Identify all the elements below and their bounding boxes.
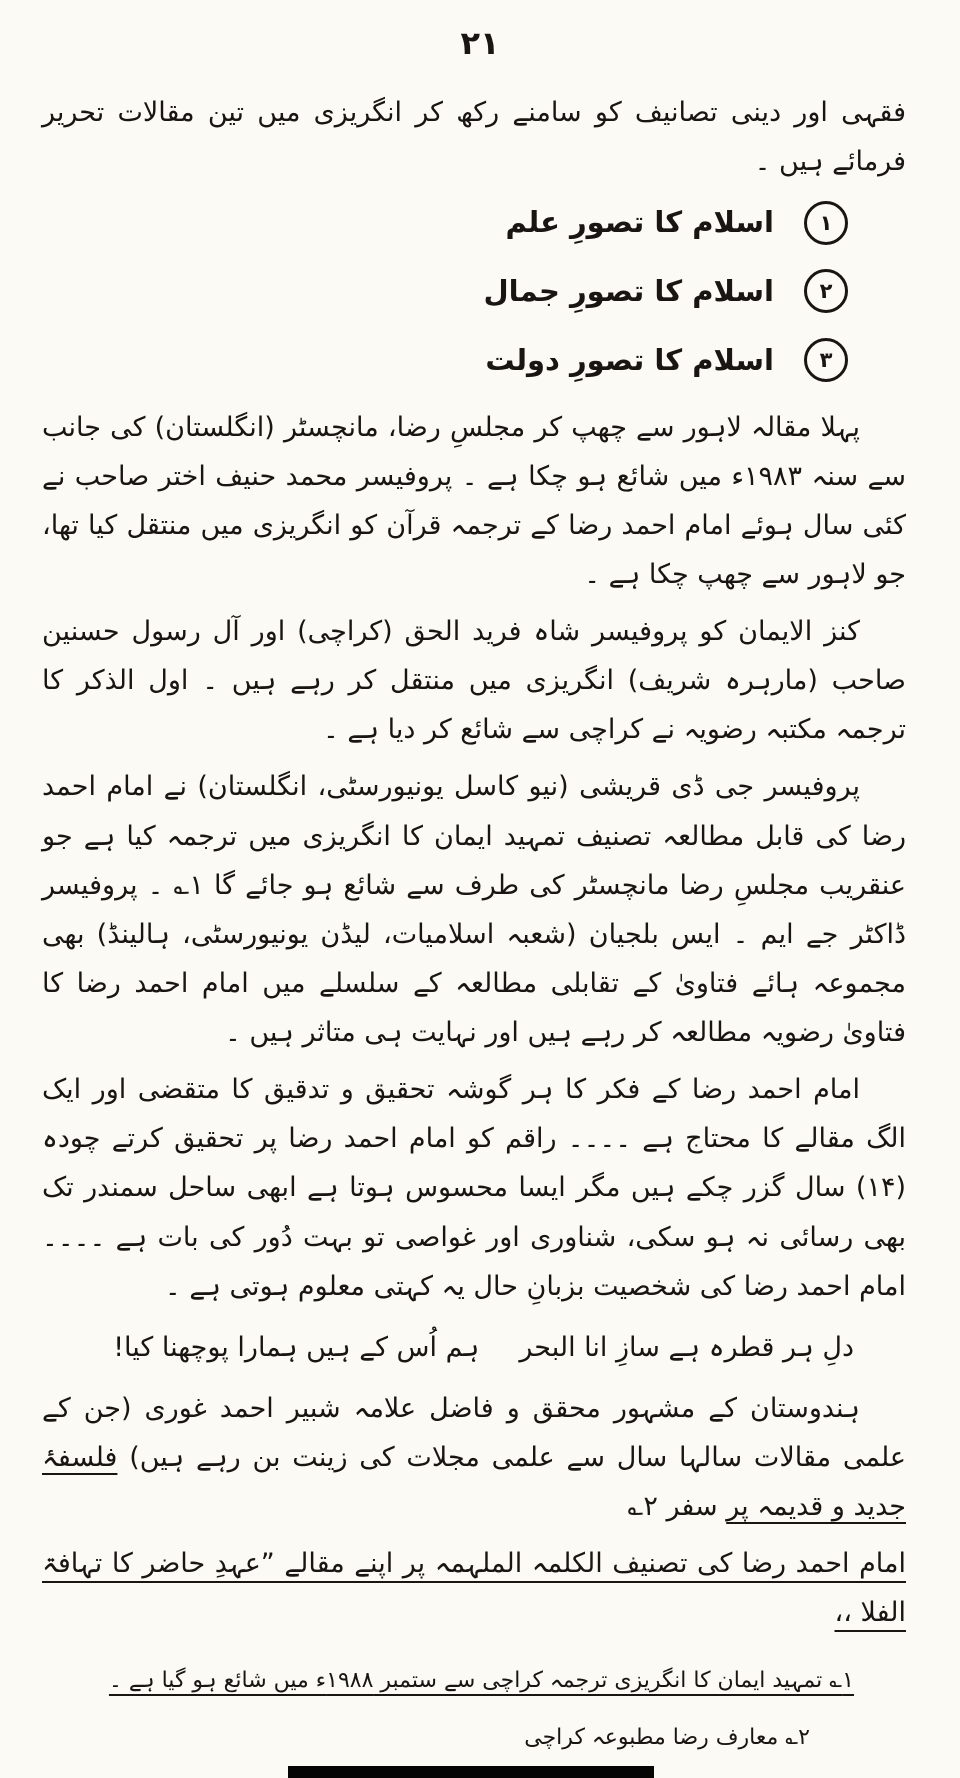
text-segment: ہندوستان کے مشہور محقق و فاضل علامہ شبیر احمد غوری (جن کے علمی مقالات سالہا سال سے علمی مجلات کی زینت بن رہے ہیں) — [42, 1392, 906, 1474]
list-item-label: اسلام کا تصورِ دولت — [485, 342, 774, 377]
page-number: ۲۱ — [460, 24, 500, 62]
list-number-circle: ۳ — [804, 338, 848, 382]
paragraph-ghauri-continued: امام احمد رضا کی تصنیف الکلمہ الملہمہ پر اپنے مقالے ”عہدِ حاضر کا تہافۃ الفلا ،، — [42, 1548, 906, 1629]
paragraph-research-reflection: امام احمد رضا کے فکر کا ہر گوشہ تحقیق و تدقیق کا متقضی اور ایک الگ مقالے کا محتاج ہے ۔۔۔۔ راقم کو امام احمد رضا پر تحقیق کرتے چودہ (۱۴) سال گزر چکے ہیں مگر ایسا محسوس ہوتا ہے ابھی ساحل سمندر تک بھی رسائی نہ ہو سکی، شناوری اور غواصی تو بہت دُور کی بات ہے ۔۔۔۔ امام احمد رضا کی شخصیت بزبانِ حال یہ کہتی معلوم ہوتی ہے ۔ — [42, 1074, 906, 1302]
list-item — [42, 196, 848, 249]
paragraph-first-article-publication: پہلا مقالہ لاہور سے چھپ کر مجلسِ رضا، مانچسٹر (انگلستان) کی جانب سے سنہ ۱۹۸۳ء میں شائع ہو چکا ہے ۔ پروفیسر محمد حنیف اختر صاحب نے کئی سال ہوئے امام احمد رضا کے ترجمہ قرآن کو انگریزی میں منتقل کیا تھا، جو لاہور سے چھپ چکا ہے ۔ — [42, 411, 906, 590]
underlined-text-segment: فلسفۂ جدید و قدیمہ پر — [42, 1442, 906, 1523]
paragraph-ghauri-scholar — [42, 1384, 906, 1531]
list-number-circle: ۲ — [804, 269, 848, 313]
text-segment: سفر ۲؎ — [627, 1491, 727, 1523]
paragraph-qureshi-translation: پروفیسر جی ڈی قریشی (نیو کاسل یونیورسٹی، انگلستان) نے امام احمد رضا کی قابل مطالعہ تصنیف تمہید ایمان کا انگریزی میں ترجمہ کیا ہے جو عنقریب مجلسِ رضا مانچسٹر کی طرف سے شائع ہو جائے گا ۱؎ ۔ پروفیسر ڈاکٹر جے ایم ۔ ایس بلجیان (شعبہ اسلامیات، لیڈن یونیورسٹی، ہالینڈ) بھی مجموعہ ہائے فتاویٰ کے تقابلی مطالعہ کے سلسلے میں امام احمد رضا کا فتاویٰ رضویہ مطالعہ کر رہے ہیں اور نہایت ہی متاثر ہیں ۔ — [42, 771, 907, 1049]
footnotes-section — [42, 1660, 906, 1760]
list-number-circle: ۱ — [804, 201, 848, 245]
list-item-label: اسلام کا تصورِ علم — [505, 205, 774, 240]
list-item-label: اسلام کا تصورِ جمال — [483, 274, 774, 309]
page-content — [0, 62, 960, 1759]
verse-first-hemistich: دلِ ہر قطرہ ہے سازِ انا البحر — [519, 1331, 854, 1363]
list-item — [42, 265, 848, 318]
intro-paragraph: فقہی اور دینی تصانیف کو سامنے رکھ کر انگریزی میں تین مقالات تحریر فرمائے ہیں ۔ — [42, 97, 906, 178]
paragraph-kanzul-iman-translation: کنز الایمان کو پروفیسر شاہ فرید الحق (کراچی) اور آل رسول حسنین صاحب (مارہرہ شریف) انگریزی میں منتقل کر رہے ہیں ۔ اول الذکر کا ترجمہ مکتبہ رضویہ نے کراچی سے شائع کر دیا ہے ۔ — [42, 616, 906, 746]
scan-artifact-bar — [288, 1766, 654, 1778]
list-item — [42, 334, 848, 387]
poetry-couplet — [42, 1319, 906, 1376]
numbered-list — [42, 196, 848, 386]
footnote-2: ۲؎ معارف رضا مطبوعہ کراچی — [524, 1725, 810, 1751]
verse-second-hemistich: ہم اُس کے ہیں ہمارا پوچھنا کیا! — [113, 1331, 480, 1363]
footnote-1: ۱؎ تمہید ایمان کا انگریزی ترجمہ کراچی سے ستمبر ۱۹۸۸ء میں شائع ہو گیا ہے ۔ — [108, 1667, 854, 1693]
